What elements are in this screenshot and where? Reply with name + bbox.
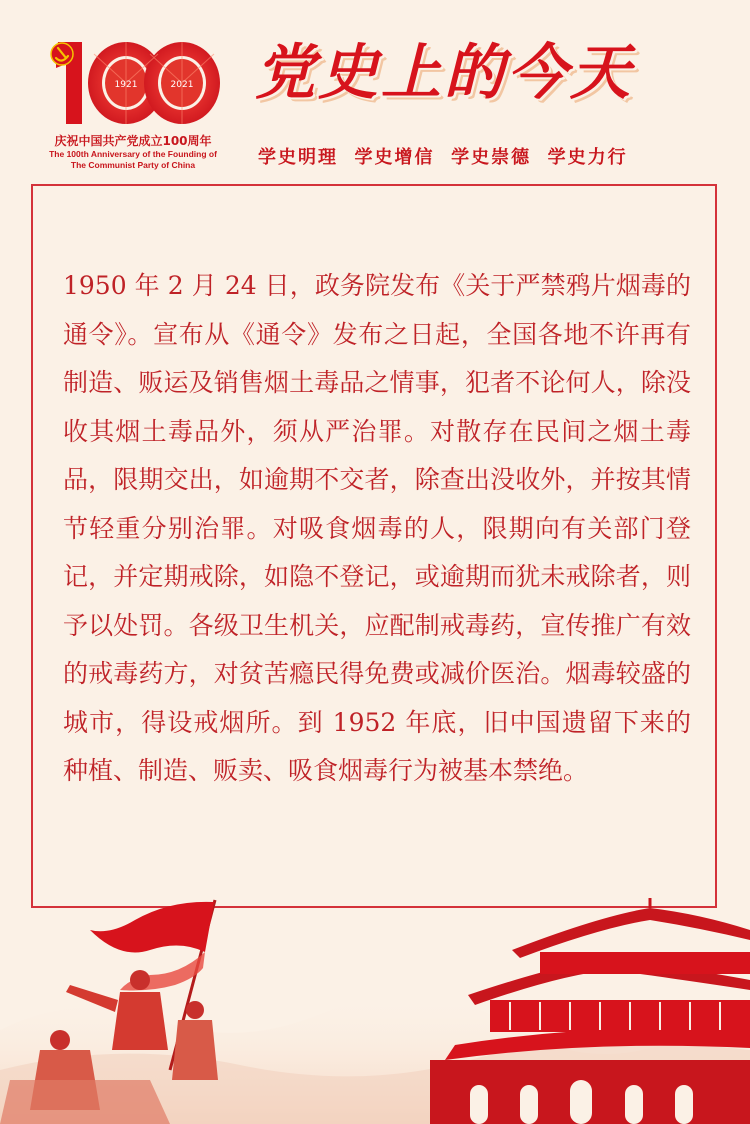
page-title: 党史上的今天 <box>255 38 633 108</box>
article-body: 1950 年 2 月 24 日，政务院发布《关于严禁鸦片烟毒的通令》。宣布从《通令》发布之日起，全国各地不许再有制造、贩运及销售烟土毒品之情事，犯者不论何人，除没收其烟土毒品外，须从严治罪。对散存在民间之烟土毒品，限期交出，如逾期不交者，除查出没收外，并按其情节轻重分别治罪。对吸食烟毒的人，限期向有关部门登记，并定期戒除，如隐不登记，或逾期而犹未戒除者，则予以处罚。各级卫生机关，应配制戒毒药，宣传推广有效的戒毒药方，对贫苦瘾民得免费或减价医治。烟毒较盛的城市，得设戒烟所。到 1952 年底，旧中国遗留下来的种植、制造、贩卖、吸食烟毒行为被基本禁绝。 <box>63 271 691 785</box>
logo-year-labels <box>40 36 226 128</box>
logo-caption-english-line1: The 100th Anniversary of the Founding of <box>49 149 217 159</box>
article-frame <box>31 184 717 908</box>
logo-caption-chinese: 庆祝中国共产党成立100周年 <box>54 134 212 148</box>
logo-caption-english-line2: The Communist Party of China <box>70 160 196 170</box>
logo-year-end: 2021 <box>170 80 194 90</box>
footer-decoration <box>0 880 750 1124</box>
logo-year-start: 1921 <box>114 80 138 90</box>
slogan: 学史明理 学史增信 学史崇德 学史力行 <box>258 147 628 168</box>
centenary-logo <box>40 36 226 176</box>
